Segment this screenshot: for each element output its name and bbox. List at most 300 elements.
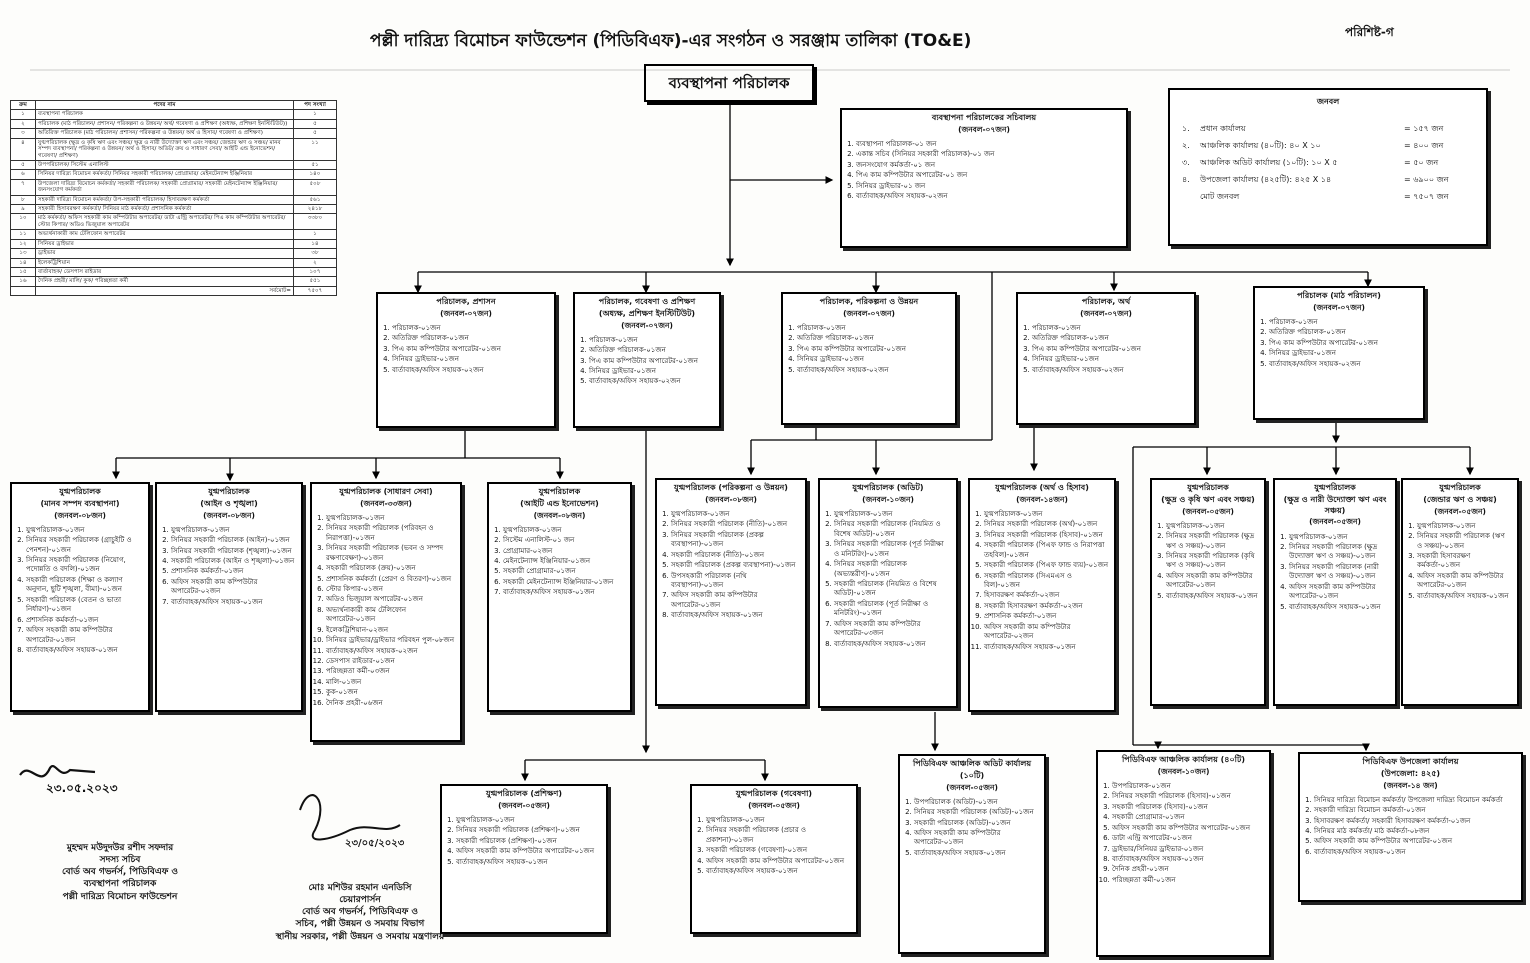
box-item: 5. সিনিয়র ড্রাইভার-০১ জন — [856, 182, 1121, 191]
box-item: 3. প্রোগ্রামার-০২জন — [503, 547, 625, 556]
joint-director-box-8 — [1150, 478, 1266, 706]
box-strength: (জনবল-০৫জন) — [748, 800, 800, 810]
box-items — [1280, 533, 1390, 613]
table-cell: ১ — [294, 230, 337, 239]
table-cell: ৩৩৮০ — [294, 214, 337, 230]
table-cell: ৫৫১ — [294, 277, 337, 286]
box-item: 7. অডিও ভিজুয়াল অপারেটর-০১জন — [326, 595, 455, 604]
mid-signature-date: ২৩/০৫/২০২৩ — [345, 838, 405, 849]
table-cell: ১০৭ — [294, 268, 337, 277]
table-cell: ৪ — [11, 138, 36, 160]
box-strength: (জনবল-৩৩জন) — [360, 498, 412, 508]
signature-line: বোর্ড অব গভর্নর্স, পিডিবিএফ ও — [301, 907, 419, 918]
box-item: 14. মালি-০১জন — [326, 678, 455, 687]
box-item: 5. সহকারী পরিচালক (পিএফ ফান্ড ব্যয়)-০১জন — [984, 561, 1109, 570]
box-item: 3. সিনিয়র সহকারী পরিচালক (হিসাব)-০১জন — [984, 531, 1109, 540]
box-item: 2. সিনিয়র সহকারী পরিচালক (গ্রাচুইটি ও পেনশন)-০১জন — [26, 536, 143, 555]
manpower-num: ৩. — [1182, 158, 1190, 167]
table-cell: ১১ — [294, 138, 337, 160]
box-item: 3. সিনিয়র সহকারী পরিচালক (নারী উদ্যোক্তা ঋণ ও সঞ্চয়)-০১জন — [1289, 563, 1390, 582]
box-strength: (জনবল-০৭জন) — [843, 308, 895, 318]
joint-director-box-2 — [155, 482, 303, 712]
manpower-value: = ৬৯০০ জন — [1404, 175, 1449, 184]
box-item: 15. কুক-০১জন — [326, 688, 455, 697]
box-items — [494, 526, 625, 598]
manpower-label: আঞ্চলিক কার্যালয় (৪০টি): ৪০ X ১০ — [1200, 141, 1321, 150]
table-cell: ১৪ — [294, 239, 337, 248]
box-item: 1. পরিচালক-০১জন — [797, 324, 950, 333]
box-item: 4. সিনিয়র ড্রাইভার-০১জন — [392, 355, 549, 364]
box-item: 10. অফিস সহকারী কাম কম্পিউটার অপারেটর-০২জন — [984, 623, 1109, 642]
manpower-num: ২. — [1182, 141, 1190, 150]
manpower-label: মোট জনবল — [1200, 192, 1240, 201]
box-item: 4. সিনিয়র সহকারী পরিচালক (অভ্যন্তরীণ)-০১জন — [834, 560, 951, 579]
box-item: 4. সিনিয়র মাঠ কর্মকর্তা/ মাঠ কর্মকর্তা-০৮জন — [1314, 827, 1516, 836]
box-strength: (জনবল-০৮জন) — [705, 494, 757, 504]
box-items — [662, 510, 800, 621]
box-item: 2. সিস্টেম এনালিস্ট-০১ জন — [503, 536, 625, 545]
box-strength: (জনবল-০৭জন) — [1080, 308, 1132, 318]
box-item: 1. পরিচালক-০১জন — [589, 336, 714, 345]
box-items — [580, 336, 714, 387]
md-secretariat-box — [840, 108, 1128, 248]
box-item: 3. সিনিয়র সহকারী পরিচালক (প্রকল্প ব্যবস্থাপনা)-০১জন — [671, 531, 800, 550]
table-cell: পরিচালক (মাঠ পরিচালন/ প্রশাসন/ পরিকল্পনা ও উন্নয়ন/ অর্থ/ গবেষণা ও প্রশিক্ষণ (অধ্যক্ষ, প্রশিক্ষণ ইনস্টিটিউট)) — [36, 119, 294, 128]
box-strength: (জনবল-০৭জন) — [621, 320, 673, 330]
box-item: 1. যুগ্মপরিচালক-০১জন — [326, 514, 455, 523]
manpower-label: প্রধান কার্যালয় — [1200, 124, 1246, 133]
box-title: পিডিবিএফ উপজেলা কার্যালয় — [1362, 757, 1459, 766]
signature-line: সদস্য সচিব — [99, 855, 141, 866]
box-item: 6. উপসহকারী পরিচালক (নথি ব্যবস্থাপনা)-০১জন — [671, 572, 800, 591]
box-subtitle: (ক্ষুদ্র ও নারী উদ্যোক্তা ঋণ এবং সঞ্চয়) — [1283, 494, 1387, 515]
box-item: 4. সহকারী পরিচালক (ক্রয়)-০১জন — [326, 564, 455, 573]
table-row — [11, 268, 337, 277]
signature-line: মুহম্মদ মউদুদউর রশীদ সফদার — [66, 843, 174, 853]
box-item: 6. বার্তাবাহক/অফিস সহায়ক-০২জন — [856, 192, 1121, 201]
box-title: পরিচালক, অর্থ — [1081, 297, 1131, 306]
page-title: পল্লী দারিদ্র্য বিমোচন ফাউন্ডেশন (পিডিবিএফ)-এর সংগঠন ও সরঞ্জাম তালিকা (TO&E) — [370, 31, 972, 51]
box-item: 2. সিনিয়র সহকারী পরিচালক (হিসাব)-০১জন — [1112, 792, 1264, 801]
manpower-title: জনবল — [1316, 97, 1340, 106]
box-items — [975, 510, 1109, 652]
office-box-5 — [1298, 752, 1523, 902]
table-cell: ৬ — [11, 170, 36, 179]
box-item: 11. বার্তাবাহক/অফিস সহায়ক-০১জন — [984, 643, 1109, 652]
box-items — [1157, 522, 1259, 602]
table-cell: ১১ — [11, 230, 36, 239]
box-items — [905, 798, 1039, 859]
col-header-count: পদ সংখ্যা — [294, 101, 337, 110]
box-item: 5. প্রশাসনিক কর্মকর্তা-০১জন — [171, 567, 296, 576]
office-box-2 — [690, 784, 858, 934]
box-item: 1. যুগ্মপরিচালক-০১জন — [26, 526, 143, 535]
box-item: 2. অতিরিক্ত পরিচালক-০১জন — [392, 334, 549, 343]
manpower-value: = ৫০ জন — [1404, 158, 1439, 167]
table-row — [11, 277, 337, 286]
box-item: 3. সিনিয়র সহকারী পরিচালক (নিয়োগ, পদোন্নতি ও বদলি)-০১জন — [26, 556, 143, 575]
box-item: 5. বার্তাবাহক/অফিস সহায়ক-০২জন — [1032, 366, 1189, 375]
box-item: 1. পরিচালক-০১জন — [392, 324, 549, 333]
box-items — [1408, 522, 1512, 602]
box-strength: (জনবল-০৫জন) — [1434, 506, 1486, 516]
table-row — [11, 160, 337, 169]
box-item: 3. পিএ কাম কম্পিউটার অপারেটর-০১জন — [589, 357, 714, 366]
box-subtitle: (উপজেলা: ৪২৫) — [1380, 768, 1441, 778]
box-item: 3. জনসংযোগ কর্মকর্তা-০১ জন — [856, 161, 1121, 170]
box-item: 1. সিনিয়র দারিদ্র্য বিমোচন কর্মকর্তা/ উপজেলা দারিদ্র্য বিমোচন কর্মকর্তা — [1314, 796, 1516, 805]
box-item: 1. যুগ্মপরিচালক-০১জন — [706, 816, 851, 825]
box-items — [697, 816, 851, 877]
table-cell: ড্রাইভার — [36, 249, 294, 258]
table-cell: ২ — [11, 119, 36, 128]
director-box-3 — [781, 292, 957, 425]
director-box-5 — [1253, 286, 1425, 420]
table-row — [11, 195, 337, 204]
box-item: 1. যুগ্মপরিচালক-০১জন — [171, 526, 296, 535]
box-item: 1. উপপরিচালক-০১জন — [1112, 782, 1264, 791]
table-cell: সহকারী দারিদ্র্য বিমোচন কর্মকর্তা/ উপ-সহকারী পরিচালক/ হিসাবরক্ষণ কর্মকর্তা — [36, 195, 294, 204]
box-strength: (জনবল-১০জন) — [862, 494, 914, 504]
box-item: 8. বার্তাবাহক/অফিস সহায়ক-০১জন — [26, 646, 143, 655]
box-item: 4. সহকারী পরিচালক (পিএফ ফান্ড ও নিরাপত্তা তহবিল)-০১জন — [984, 541, 1109, 560]
box-strength: (জনবল-০৫জন) — [946, 782, 998, 792]
table-cell: দৈনিক প্রহরী/ মালি/ কুক/ পরিচ্ছন্নতা কর্মী — [36, 277, 294, 286]
box-item: 1. যুগ্মপরিচালক-০১জন — [1289, 533, 1390, 542]
box-title: যুগ্মপরিচালক (অর্থ ও হিসাব) — [995, 483, 1089, 492]
manpower-value: = ৭৫০৭ জন — [1404, 192, 1449, 201]
box-item: 5. বার্তাবাহক/অফিস সহায়ক-০২জন — [797, 366, 950, 375]
table-cell: ১ — [294, 110, 337, 119]
joint-director-box-5 — [655, 478, 807, 706]
box-item: 2. সিনিয়র সহকারী পরিচালক (প্রচার ও প্রকাশনা)-০১জন — [706, 826, 851, 845]
box-subtitle: (জেন্ডার ঋণ ও সঞ্চয়) — [1423, 494, 1497, 504]
box-item: 4. সহকারী পরিচালক (আইন ও শৃঙ্খলা)-০১জন — [171, 557, 296, 566]
box-item: 9. ইলেকট্রিশিয়ান-০২জন — [326, 626, 455, 635]
box-strength: (জনবল-০৫জন) — [1309, 517, 1361, 527]
box-item: 3. হিসাবরক্ষণ কর্মকর্তা/ সহকারী হিসাবরক্ষণ কর্মকর্তা-০১জন — [1314, 817, 1516, 826]
table-cell: ৫০৮ — [294, 179, 337, 195]
box-item: 16. দৈনিক প্রহরী-০৬জন — [326, 699, 455, 708]
joint-director-box-10 — [1401, 478, 1519, 706]
table-row — [11, 230, 337, 239]
box-title: ব্যবস্থাপনা পরিচালকের সচিবালয় — [931, 113, 1037, 122]
box-item: 1. পরিচালক-০১জন — [1032, 324, 1189, 333]
box-item: 3. পিএ কাম কম্পিউটার অপারেটর-০১জন — [392, 345, 549, 354]
box-items — [447, 816, 601, 867]
manpower-summary-box — [1168, 88, 1488, 246]
table-cell: ৫৬১ — [294, 195, 337, 204]
box-title: যুগ্মপরিচালক (সাধারণ সেবা) — [339, 487, 433, 496]
box-item: 6. সহকারী মেইনটেন্যান্স ইঞ্জিনিয়ার-০১জন — [503, 578, 625, 587]
box-item: 4. সহকারী পরিচালক (শিক্ষা ও কল্যাণ অনুদান, ছুটি শৃঙ্খলা, বীমা)-০১জন — [26, 576, 143, 595]
box-item: 1. পরিচালক-০১জন — [1269, 318, 1418, 327]
box-item: 3. সিনিয়র সহকারী পরিচালক (পূর্ত নিরীক্ষা ও মনিটরিং)-০১জন — [834, 540, 951, 559]
box-item: 1. যুগ্মপরিচালক-০১জন — [1166, 522, 1259, 531]
box-subtitle: (মানব সম্পদ ব্যবস্থাপনা) — [40, 498, 120, 508]
total-value: ৭৫০৭ — [294, 286, 337, 295]
box-item: 4. অফিস সহকারী কাম কম্পিউটার অপারেটর-০১জন — [1166, 572, 1259, 591]
box-item: 4. মেইনটেন্যান্স ইঞ্জিনিয়ার-০১জন — [503, 557, 625, 566]
joint-director-box-3 — [310, 482, 462, 742]
box-item: 2. সিনিয়র সহকারী পরিচালক (পরিবহন ও নিরাপত্তা)-০১জন — [326, 524, 455, 543]
box-item: 1. যুগ্মপরিচালক-০১জন — [984, 510, 1109, 519]
signature-line: চেয়ারপার্সন — [339, 895, 381, 906]
box-strength: (জনবল-০৭জন) — [440, 308, 492, 318]
left-signature-block — [20, 842, 220, 903]
table-cell: ১ — [11, 110, 36, 119]
box-item: 9. দৈনিক প্রহরী-০১জন — [1112, 865, 1264, 874]
box-item: 3. সহকারী পরিচালক (প্রশিক্ষণ)-০১জন — [456, 837, 601, 846]
table-cell: ৫ — [294, 129, 337, 138]
box-items — [17, 526, 143, 656]
box-subtitle: (আইটি এন্ড ইনোভেশন) — [520, 498, 599, 508]
table-cell: ৩৮ — [294, 249, 337, 258]
box-item: 5. বার্তাবাহক/অফিস সহায়ক-০১জন — [456, 858, 601, 867]
box-title: যুগ্মপরিচালক — [59, 487, 101, 496]
box-title: যুগ্মপরিচালক — [1187, 483, 1229, 492]
box-item: 4. অফিস সহকারী কাম কম্পিউটার অপারেটর-০১জন — [1289, 583, 1390, 602]
table-row — [11, 138, 337, 160]
table-cell: সিনিয়র ড্রাইভার — [36, 239, 294, 248]
box-item: 8. অভ্যর্থনাকারী কাম টেলিফোন অপারেটর-০১জন — [326, 606, 455, 625]
posts-table-container — [10, 100, 337, 296]
box-item: 3. পিএ কাম কম্পিউটার অপারেটর-০১জন — [797, 345, 950, 354]
box-strength: (জনবল-০৮জন) — [533, 510, 586, 520]
box-item: 7. অফিস সহকারী কাম কম্পিউটার অপারেটর-০১জন — [671, 591, 800, 610]
box-item: 2. অতিরিক্ত পরিচালক-০১জন — [1269, 328, 1418, 337]
box-item: 2. সিনিয়র সহকারী পরিচালক (প্রশিক্ষণ)-০১জন — [456, 826, 601, 835]
manpower-row — [1182, 191, 1474, 204]
joint-director-box-1 — [10, 482, 150, 712]
box-item: 7. বার্তাবাহক/অফিস সহায়ক-০১জন — [503, 588, 625, 597]
box-item: 3. পিএ কাম কম্পিউটার অপারেটর-০১জন — [1032, 345, 1189, 354]
box-item: 10. পরিচ্ছন্নতা কর্মী-০১জন — [1112, 876, 1264, 885]
box-item: 6. অফিস সহকারী কাম কম্পিউটার অপারেটর-০২জন — [171, 578, 296, 597]
box-subtitle: (১০টি) — [959, 770, 985, 780]
box-item: 10. সিনিয়র ড্রাইভার/ড্রাইভার পরিবহন পুল-০৮জন — [326, 636, 455, 645]
box-item: 3. সহকারী হিসাবরক্ষণ কর্মকর্তা-০১জন — [1417, 552, 1512, 571]
director-box-4 — [1016, 292, 1196, 425]
box-item: 9. প্রশাসনিক কর্মকর্তা-০১জন — [984, 612, 1109, 621]
box-title: যুগ্মপরিচালক (পরিকল্পনা ও উন্নয়ন) — [674, 483, 788, 492]
annex-label: পরিশিষ্ট-গ — [1345, 25, 1394, 39]
box-item: 5. বার্তাবাহক/অফিস সহায়ক-০১জন — [914, 849, 1039, 858]
signature-line: পল্লী দারিদ্র্য বিমোচন ফাউন্ডেশন — [62, 891, 178, 902]
manpower-num — [1182, 191, 1200, 204]
box-strength: (জনবল-০৮জন) — [54, 510, 106, 520]
box-item: 5. বার্তাবাহক/অফিস সহায়ক-০২জন — [392, 366, 549, 375]
table-row — [11, 214, 337, 230]
box-item: 1. যুগ্মপরিচালক-০১জন — [503, 526, 625, 535]
manpower-row — [1182, 140, 1474, 153]
box-item: 4. পিএ কাম কম্পিউটার অপারেটর-০১ জন — [856, 171, 1121, 180]
box-item: 7. অফিস সহকারী কাম কম্পিউটার অপারেটর-০৩জন — [834, 620, 951, 639]
box-item: 2. একান্ত সচিব (সিনিয়র সহকারী পরিচালক)-০১ জন — [856, 150, 1121, 159]
box-title: যুগ্মপরিচালক — [1439, 483, 1481, 492]
box-item: 3. সহকারী পরিচালক (হিসাব)-০১জন — [1112, 803, 1264, 812]
box-item: 8. বার্তাবাহক/অফিস সহায়ক-০১জন — [1112, 855, 1264, 864]
box-item: 2. সিনিয়র সহকারী পরিচালক (অর্থ)-০১জন — [984, 520, 1109, 529]
box-item: 6. বার্তাবাহক/অফিস সহায়ক-০১জন — [1314, 848, 1516, 857]
box-item: 3. সিনিয়র সহকারী পরিচালক (কৃষি ঋণ ও সঞ্চয়)-০১জন — [1166, 552, 1259, 571]
table-cell: যুগ্মপরিচালক (ক্ষুদ্র ও কৃষি ঋণ এবং সঞ্চয়/ ক্ষুদ্র ও নারী উদ্যোক্তা ঋণ এবং সঞ্চয়/ জেন্ডার ঋণ ও সঞ্চয়/ মানব সম্পদ ব্যবস্থাপনা/ পরিকল্পনা ও উন্নয়ন/ অর্থ ও হিসাব/ অডিট/ ক্রয় ও সাধারণ সেবা/ আইটি এন্ড ইনোভেশন/ গবেষণা/ প্রশিক্ষণ) — [36, 138, 294, 160]
box-title: পিডিবিএফ আঞ্চলিক কার্যালয় (৪০টি) — [1122, 755, 1245, 764]
box-item: 3. সিনিয়র সহকারী পরিচালক (ভবন ও সম্পদ রক্ষণাবেক্ষণ)-০১জন — [326, 544, 455, 563]
box-item: 2. সিনিয়র সহকারী পরিচালক (নীতি)-০১জন — [671, 520, 800, 529]
box-item: 8. বার্তাবাহক/অফিস সহায়ক-০১জন — [834, 640, 951, 649]
box-item: 4. সিনিয়র ড্রাইভার-০১জন — [797, 355, 950, 364]
box-item: 3. সহকারী পরিচালক (গবেষণা)-০১জন — [706, 846, 851, 855]
box-title: পরিচালক, পরিকল্পনা ও উন্নয়ন — [819, 297, 919, 306]
box-item: 3. পিএ কাম কম্পিউটার অপারেটর-০১জন — [1269, 339, 1418, 348]
box-strength: (জনবল-০৫জন) — [498, 800, 550, 810]
box-items — [1103, 782, 1264, 885]
left-signature-date: ২৩.০৫.২০২৩ — [46, 781, 118, 795]
box-item: 6. সহকারী পরিচালক (পূর্ত নিরীক্ষা ও মনিটরিং)-০১জন — [834, 600, 951, 619]
box-item: 4. অফিস সহকারী কাম কম্পিউটার অপারেটর-০১জন — [706, 857, 851, 866]
table-cell: উপপরিচালক/ সিস্টেম এনালিস্ট — [36, 160, 294, 169]
office-box-3 — [898, 754, 1046, 954]
posts-table — [10, 100, 337, 296]
joint-director-box-9 — [1273, 478, 1397, 706]
box-items — [788, 324, 950, 375]
box-strength: (জনবল-০৭জন) — [1313, 302, 1365, 312]
table-cell: ৯ — [11, 205, 36, 214]
box-items — [1023, 324, 1189, 375]
table-row — [11, 249, 337, 258]
box-items — [847, 140, 1121, 202]
manpower-num: ৪. — [1182, 175, 1190, 184]
box-item: 11. বার্তাবাহক/অফিস সহায়ক-০২জন — [326, 647, 455, 656]
box-item: 5. সহকারী পরিচালক (নিয়মিত ও বিশেষ অডিট)-০১জন — [834, 580, 951, 599]
table-row — [11, 110, 337, 119]
box-items — [383, 324, 549, 375]
box-item: 1. যুগ্মপরিচালক-০১জন — [456, 816, 601, 825]
signature-line: বোর্ড অব গভর্নর্স, পিডিবিএফ ও — [61, 867, 179, 878]
total-label: সর্বমোট= — [36, 286, 294, 295]
box-item: 1. যুগ্মপরিচালক-০১জন — [671, 510, 800, 519]
box-item: 4. সহকারী প্রোগ্রামার-০১জন — [1112, 813, 1264, 822]
manpower-label: আঞ্চলিক অডিট কার্যালয় (১০টি): ১০ X ৫ — [1200, 158, 1338, 167]
table-cell: ১৪ — [11, 258, 36, 267]
table-cell: উপজেলা দারিদ্র্য বিমোচন কর্মকর্তা/ সহকারী পরিচালক/ সহকারী প্রোগ্রামার/ সহকারী মেইনটেন্যান্স ইঞ্জিনিয়ার/ জনসংযোগ কর্মকর্তা — [36, 179, 294, 195]
box-item: 4. সিনিয়র ড্রাইভার-০১জন — [1269, 349, 1418, 358]
table-cell: ১৩ — [11, 249, 36, 258]
table-cell: ৫১ — [294, 160, 337, 169]
box-item: 2. অতিরিক্ত পরিচালক-০১জন — [797, 334, 950, 343]
table-cell: ৩ — [11, 129, 36, 138]
box-items — [1260, 318, 1418, 369]
box-title: যুগ্মপরিচালক — [1314, 483, 1356, 492]
box-strength: (জনবল-১৪ জন) — [1383, 780, 1438, 790]
box-item: 1. যুগ্মপরিচালক-০১জন — [1417, 522, 1512, 531]
col-header-serial: ক্রম — [11, 101, 36, 110]
box-strength: (জনবল-১০জন) — [1157, 766, 1210, 776]
box-item: 2. সিনিয়র সহকারী পরিচালক (ক্ষুদ্র উদ্যোক্তা ঋণ ও সঞ্চয়)-০১জন — [1289, 543, 1390, 562]
signature-line: সচিব, পল্লী উন্নয়ন ও সমবায় বিভাগ — [295, 919, 425, 930]
box-items — [162, 526, 296, 608]
box-item: 2. সহকারী দারিদ্র্য বিমোচন কর্মকর্তা-০১জন — [1314, 806, 1516, 815]
box-title: পরিচালক, গবেষণা ও প্রশিক্ষণ — [598, 297, 696, 306]
table-cell: সিনিয়র দারিদ্র্য বিমোচন কর্মকর্তা/ সিনিয়র সহকারী পরিচালক/ প্রোগ্রামার/ মেইনটেন্যান্স ইঞ্জিনিয়ার — [36, 170, 294, 179]
director-box-1 — [376, 292, 556, 428]
box-item: 1. উপপরিচালক (অডিট)-০১জন — [914, 798, 1039, 807]
box-title: যুগ্মপরিচালক (প্রশিক্ষণ) — [486, 789, 562, 798]
table-cell: ব্যবস্থাপনা পরিচালক — [36, 110, 294, 119]
box-item: 6. প্রশাসনিক কর্মকর্তা-০১জন — [26, 616, 143, 625]
table-cell: মাঠ কর্মকর্তা/ অফিস সহকারী কাম কম্পিউটার অপারেটর/ ডাটা এন্ট্রি অপারেটর/ পিএ কাম কম্পিউটার অপারেটর/ স্টোর কিপার/ অডিও ভিজুয়াল অপারেটর — [36, 214, 294, 230]
box-item: 4. অফিস সহকারী কাম কম্পিউটার অপারেটর-০১জন — [456, 847, 601, 856]
box-subtitle: (আইন ও শৃঙ্খলা) — [200, 498, 258, 508]
box-item: 2. অতিরিক্ত পরিচালক-০১জন — [589, 346, 714, 355]
box-title: যুগ্মপরিচালক — [538, 487, 581, 496]
box-item: 4. অফিস সহকারী কাম কম্পিউটার অপারেটর-০১জন — [914, 829, 1039, 848]
table-cell: ১২ — [11, 239, 36, 248]
box-item: 4. সহকারী পরিচালক (নীতি)-০১জন — [671, 551, 800, 560]
box-item: 5. বার্তাবাহক/অফিস সহায়ক-০১জন — [1417, 592, 1512, 601]
box-title: পরিচালক, প্রশাসন — [436, 297, 496, 306]
joint-director-box-6 — [818, 478, 958, 708]
table-cell: ২৪১৮ — [294, 205, 337, 214]
table-cell: ১৫ — [11, 268, 36, 277]
box-item: 6. ডাটা এন্ট্রি অপারেটর-০১জন — [1112, 834, 1264, 843]
box-item: 6. সহকারী পরিচালক (সিএমএস ও বিল)-০১জন — [984, 572, 1109, 591]
box-item: 7. ড্রাইভার/সিনিয়র ড্রাইভার-০১জন — [1112, 845, 1264, 854]
box-items — [1305, 796, 1516, 858]
box-subtitle: (ক্ষুদ্র ও কৃষি ঋণ এবং সঞ্চয়) — [1161, 494, 1255, 504]
box-item: 5. সহকারী পরিচালক (বেতন ও ভাতা নির্ধারণ)-০১জন — [26, 596, 143, 615]
table-cell: ২ — [294, 258, 337, 267]
table-row — [11, 170, 337, 179]
box-item: 3. সিনিয়র সহকারী পরিচালক (শৃঙ্খলা)-০১জন — [171, 547, 296, 556]
manpower-row — [1182, 157, 1474, 170]
box-item: 5. বার্তাবাহক/অফিস সহায়ক-০২জন — [1269, 360, 1418, 369]
box-item: 12. ডেসপাস রাইডার-০১জন — [326, 657, 455, 666]
table-total-row — [11, 286, 337, 295]
table-row — [11, 239, 337, 248]
box-item: 5. বার্তাবাহক/অফিস সহায়ক-০১জন — [1166, 592, 1259, 601]
signature-line: ব্যবস্থাপনা পরিচালক — [83, 879, 157, 890]
box-item: 1. যুগ্মপরিচালক-০১জন — [834, 510, 951, 519]
box-item: 2. সিনিয়র সহকারী পরিচালক (আইন)-০১জন — [171, 536, 296, 545]
box-items — [317, 514, 455, 708]
manpower-value: = ৪০০ জন — [1404, 141, 1444, 150]
table-row — [11, 119, 337, 128]
table-cell: অতিরিক্ত পরিচালক (মাঠ পরিচালন/ প্রশাসন/ পরিকল্পনা ও উন্নয়ন/ অর্থ ও হিসাব/ গবেষণা ও প্রশিক্ষণ) — [36, 129, 294, 138]
table-cell: ৮ — [11, 195, 36, 204]
table-row — [11, 258, 337, 267]
table-cell: সহকারী হিসাবরক্ষণ কর্মকর্তা/ সিনিয়র মাঠ কর্মকর্তা/ প্রশাসনিক কর্মকর্তা — [36, 205, 294, 214]
box-item: 2. সিনিয়র সহকারী পরিচালক (ক্ষুদ্র ঋণ ও সঞ্চয়)-০১জন — [1166, 532, 1259, 551]
box-title: যুগ্মপরিচালক — [208, 487, 250, 496]
box-item: 2. সিনিয়র সহকারী পরিচালক (ঋণ ও সঞ্চয়)-০১জন — [1417, 532, 1512, 551]
box-title: পরিচালক (মাঠ পরিচালন) — [1297, 291, 1381, 300]
box-item: 6. স্টোর কিপার-০১জন — [326, 585, 455, 594]
box-item: 5. প্রশাসনিক কর্মকর্তা (প্রেরণ ও বিতরণ)-০১জন — [326, 575, 455, 584]
joint-director-box-4 — [487, 482, 632, 712]
table-cell: ১৬ — [11, 277, 36, 286]
table-row — [11, 205, 337, 214]
box-item: 5. অফিস সহকারী কাম কম্পিউটার অপারেটর-০১জন — [1314, 837, 1516, 846]
mid-signature-block — [250, 882, 470, 943]
box-item: 1. ব্যবস্থাপনা পরিচালক-০১ জন — [856, 140, 1121, 149]
table-cell: ৫ — [11, 160, 36, 169]
manpower-num: ১. — [1182, 124, 1190, 133]
box-item: 2. অতিরিক্ত পরিচালক-০১জন — [1032, 334, 1189, 343]
director-box-2 — [573, 292, 721, 428]
managing-director-box: ব্যবস্থাপনা পরিচালক — [644, 64, 814, 102]
